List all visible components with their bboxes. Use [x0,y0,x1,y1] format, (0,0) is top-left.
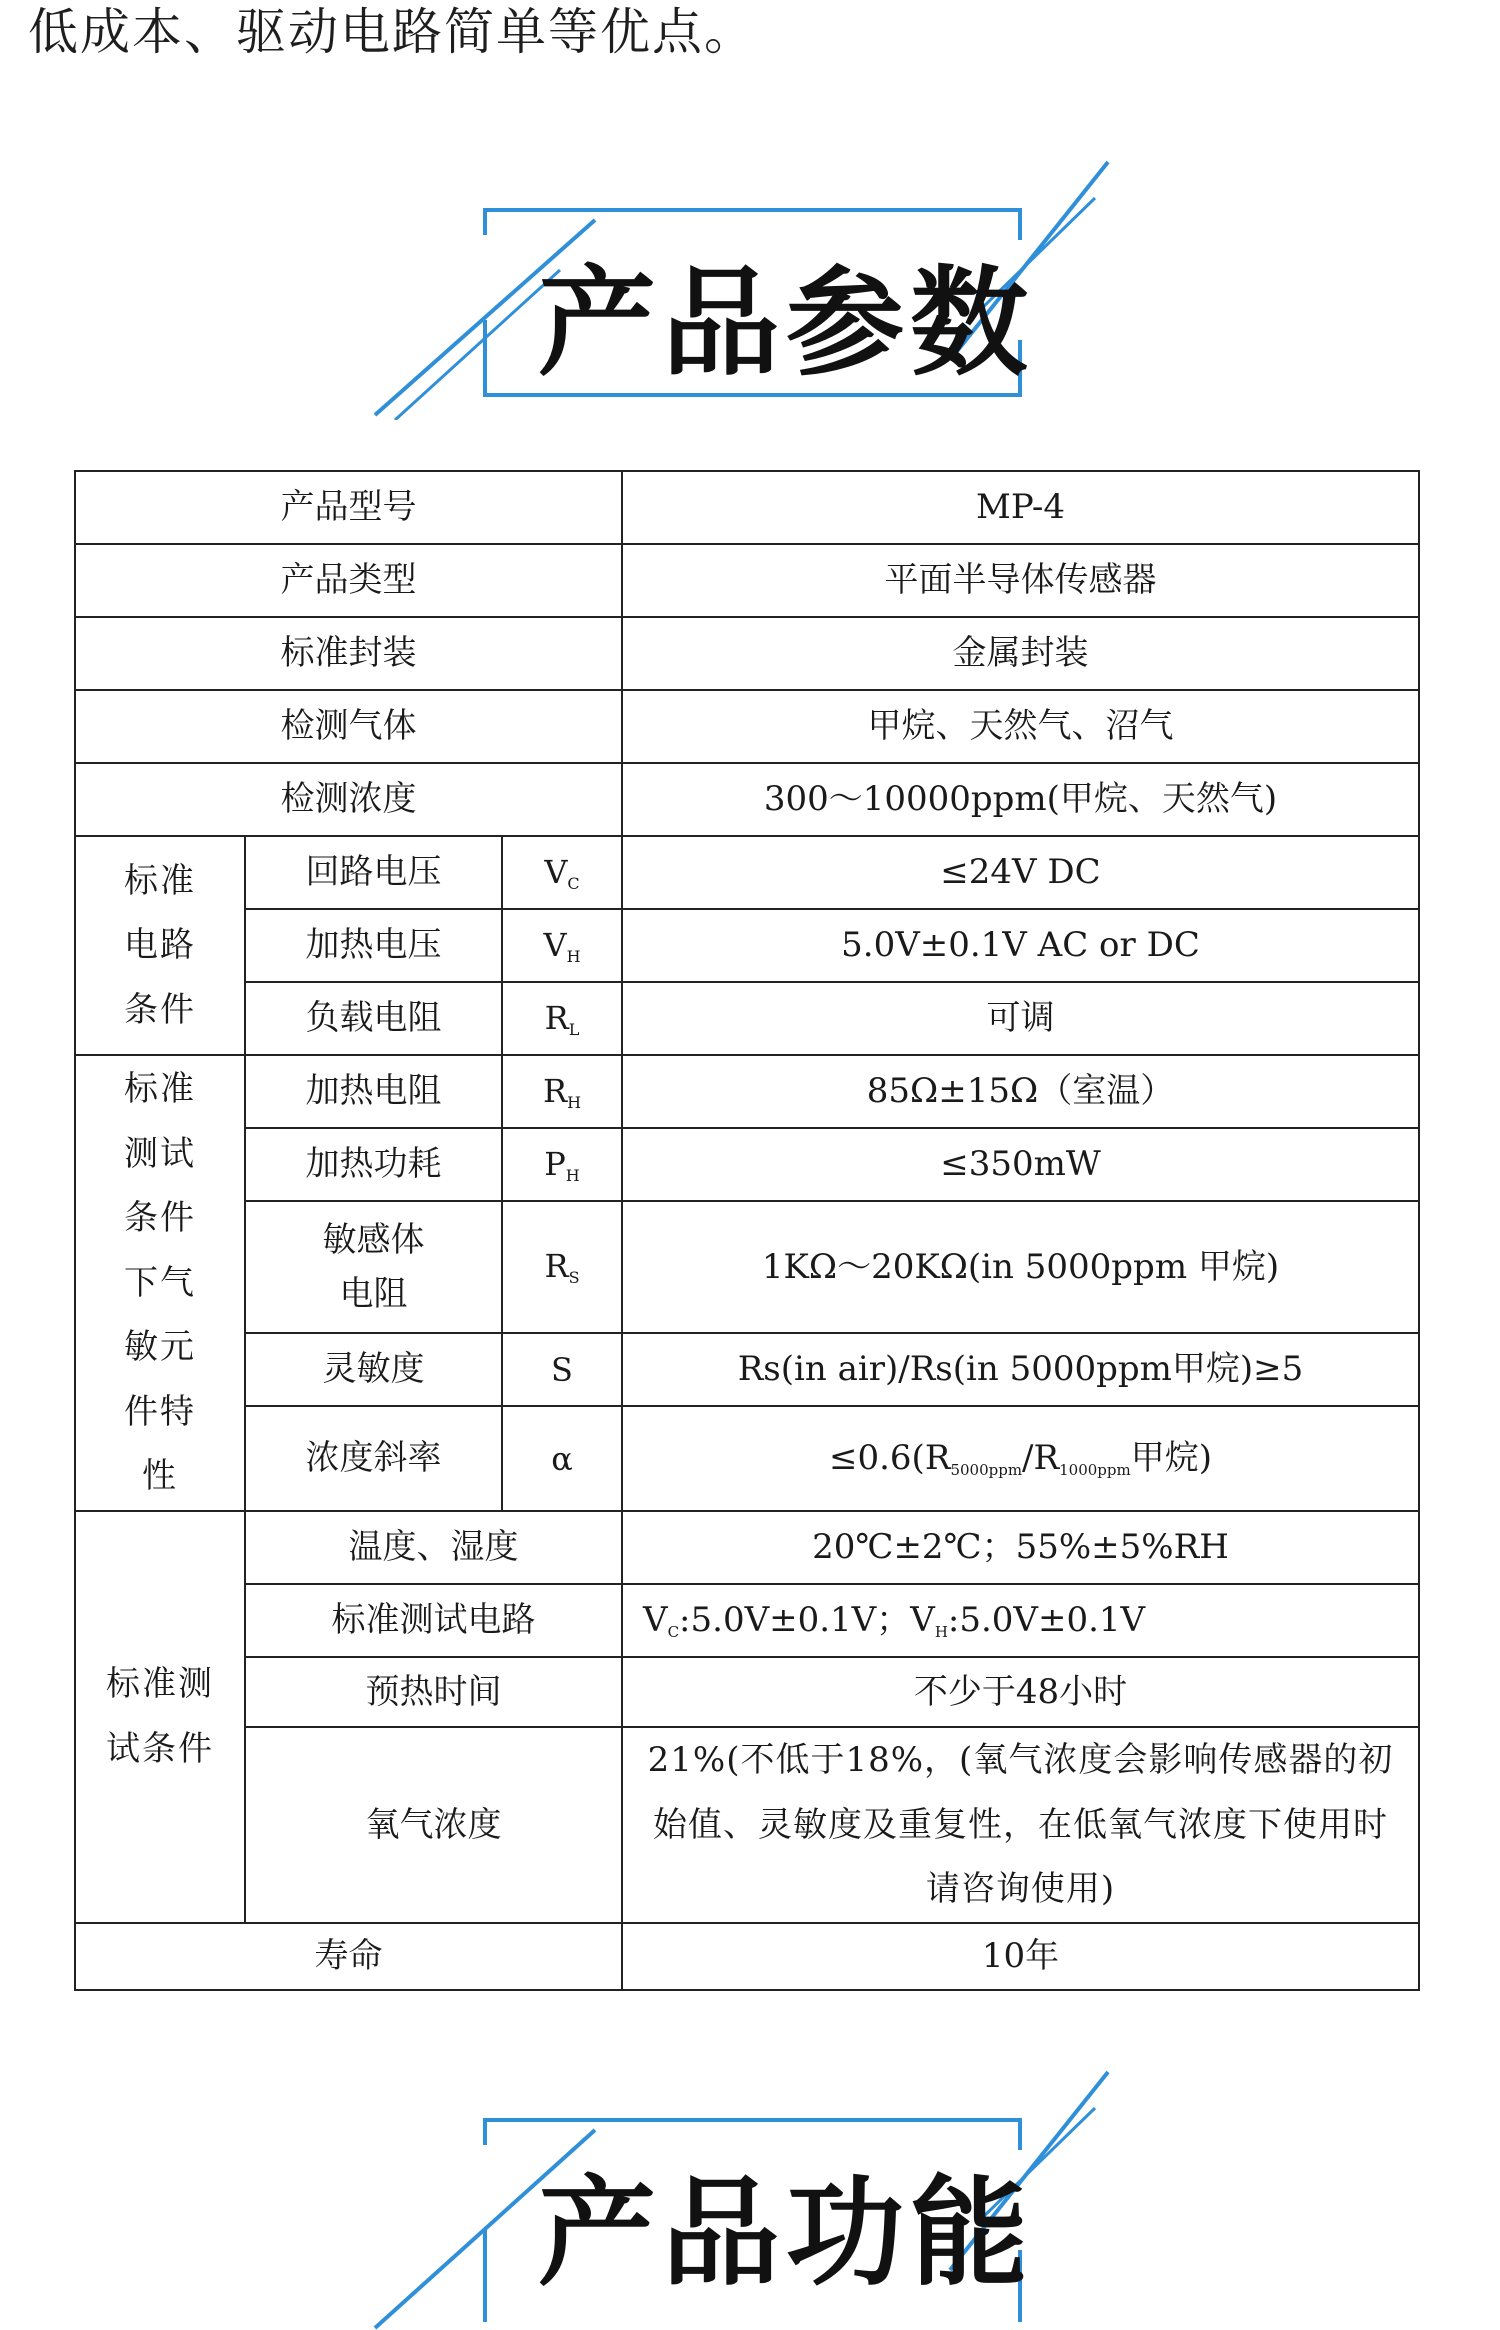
table-row [75,471,1419,544]
row-label: 加热功耗 [245,1128,502,1201]
row-label: 灵敏度 [245,1333,502,1406]
row-value: MP-4 [622,471,1419,544]
table-row [75,1406,1419,1511]
row-value: 1KΩ～20KΩ(in 5000ppm 甲烷) [622,1201,1419,1333]
row-value: 可调 [622,982,1419,1055]
row-value: Rs(in air)/Rs(in 5000ppm甲烷)≥5 [622,1333,1419,1406]
row-label: 产品类型 [75,544,622,617]
row-symbol: $R_L$ [502,982,622,1055]
row-value: 平面半导体传感器 [622,544,1419,617]
row-label: 敏感体 电阻 [245,1201,502,1333]
row-label: 标准封装 [75,617,622,690]
table-row [75,909,1419,982]
row-label: 检测气体 [75,690,622,763]
row-label: 标准测试电路 [245,1584,622,1657]
row-value: 金属封装 [622,617,1419,690]
row-label: 回路电压 [245,836,502,909]
row-value: 21%(不低于18%，(氧气浓度会影响传感器的初始值、灵敏度及重复性，在低氧气浓度下使用时请咨询使用) [622,1727,1419,1923]
table-row [75,617,1419,690]
row-symbol: $R_S$ [502,1201,622,1333]
table-row [75,544,1419,617]
row-label: 温度、湿度 [245,1511,622,1584]
table-row [75,982,1419,1055]
row-value: $V_C:5.0V\pm 0.1V$；$V_H:5.0V\pm 0.1V$ [622,1584,1419,1657]
row-label: 寿命 [75,1923,622,1990]
row-label: 检测浓度 [75,763,622,836]
row-label: 负载电阻 [245,982,502,1055]
section-title-functions [360,2060,1120,2330]
table-row [75,836,1419,909]
table-row [75,1055,1419,1128]
table-row [75,1657,1419,1727]
row-label: 加热电阻 [245,1055,502,1128]
row-value: 不少于48小时 [622,1657,1419,1727]
section-title-functions-text: 产品功能 [538,2164,1035,2302]
group-label-sensing: 标准 测试 条件 下气 敏元 件特 性 [75,1055,245,1511]
row-symbol: α [502,1406,622,1511]
row-value: 300～10000ppm(甲烷、天然气) [622,763,1419,836]
row-value: $\le 0.6(R_{5000ppm}/R_{1000ppm}$甲烷) [622,1406,1419,1511]
row-label: 加热电压 [245,909,502,982]
row-label: 氧气浓度 [245,1727,622,1923]
parameter-table [74,470,1420,1991]
row-symbol: $V_C$ [502,836,622,909]
row-value: 5.0V±0.1V AC or DC [622,909,1419,982]
table-row [75,1201,1419,1333]
table-row [75,1511,1419,1584]
intro-text: 低成本、驱动电路简单等优点。 [28,3,756,61]
row-label: 产品型号 [75,471,622,544]
group-label-circuit: 标准 电路 条件 [75,836,245,1055]
row-symbol: $V_H$ [502,909,622,982]
table-row [75,1584,1419,1657]
row-label: 预热时间 [245,1657,622,1727]
table-row [75,763,1419,836]
table-row [75,1128,1419,1201]
section-title-params [360,150,1120,420]
row-value: 85Ω±15Ω（室温） [622,1055,1419,1128]
row-value: 10年 [622,1923,1419,1990]
row-value: ≤350mW [622,1128,1419,1201]
table-row [75,690,1419,763]
section-title-params-text: 产品参数 [538,254,1035,392]
row-value: ≤24V DC [622,836,1419,909]
table-row [75,1923,1419,1990]
row-symbol: $P_H$ [502,1128,622,1201]
row-symbol: $R_H$ [502,1055,622,1128]
table-row [75,1727,1419,1923]
row-value: 甲烷、天然气、沼气 [622,690,1419,763]
group-label-test: 标准测 试条件 [75,1511,245,1923]
table-row [75,1333,1419,1406]
row-label: 浓度斜率 [245,1406,502,1511]
row-symbol: S [502,1333,622,1406]
row-value: 20℃±2℃；55%±5%RH [622,1511,1419,1584]
